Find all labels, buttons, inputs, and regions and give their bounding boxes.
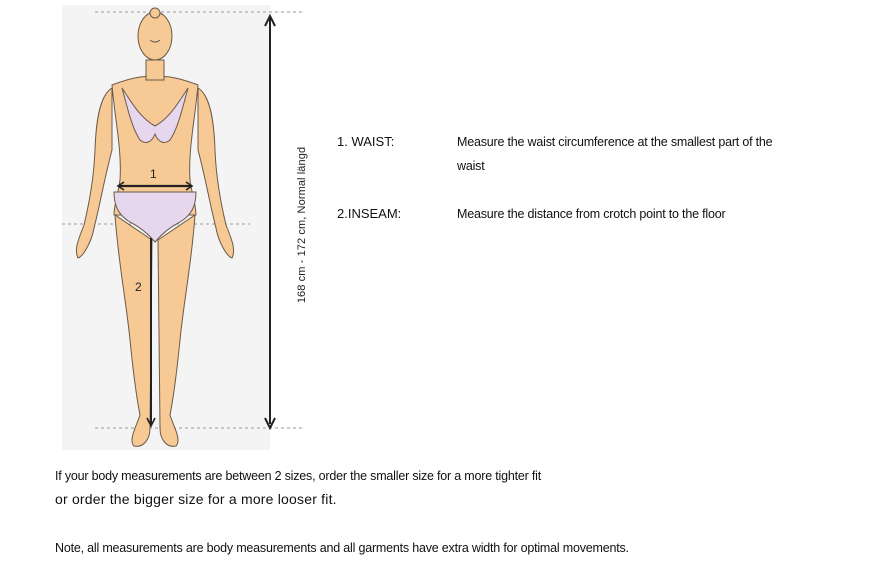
body-figure-illustration — [0, 0, 330, 460]
waist-marker: 1 — [150, 167, 157, 181]
body-measurements-note: Note, all measurements are body measurements and all garments have extra width for optimal movements. — [55, 541, 629, 555]
waist-instruction-title: 1. WAIST: — [337, 134, 395, 149]
size-advice-line-1: If your body measurements are between 2 sizes, order the smaller size for a more tighter fit — [55, 469, 541, 483]
inseam-instruction-title: 2.INSEAM: — [337, 206, 402, 221]
waist-instruction-text: Measure the waist circumference at the smallest part of the waist — [457, 135, 773, 173]
inseam-marker: 2 — [135, 280, 142, 294]
size-advice-line-2: or order the bigger size for a more looser fit. — [55, 491, 337, 507]
inseam-instruction-text: Measure the distance from crotch point to the floor — [457, 207, 726, 221]
height-range-label: 168 cm - 172 cm, Normal längd — [296, 146, 308, 304]
body-figure-panel — [0, 0, 330, 460]
